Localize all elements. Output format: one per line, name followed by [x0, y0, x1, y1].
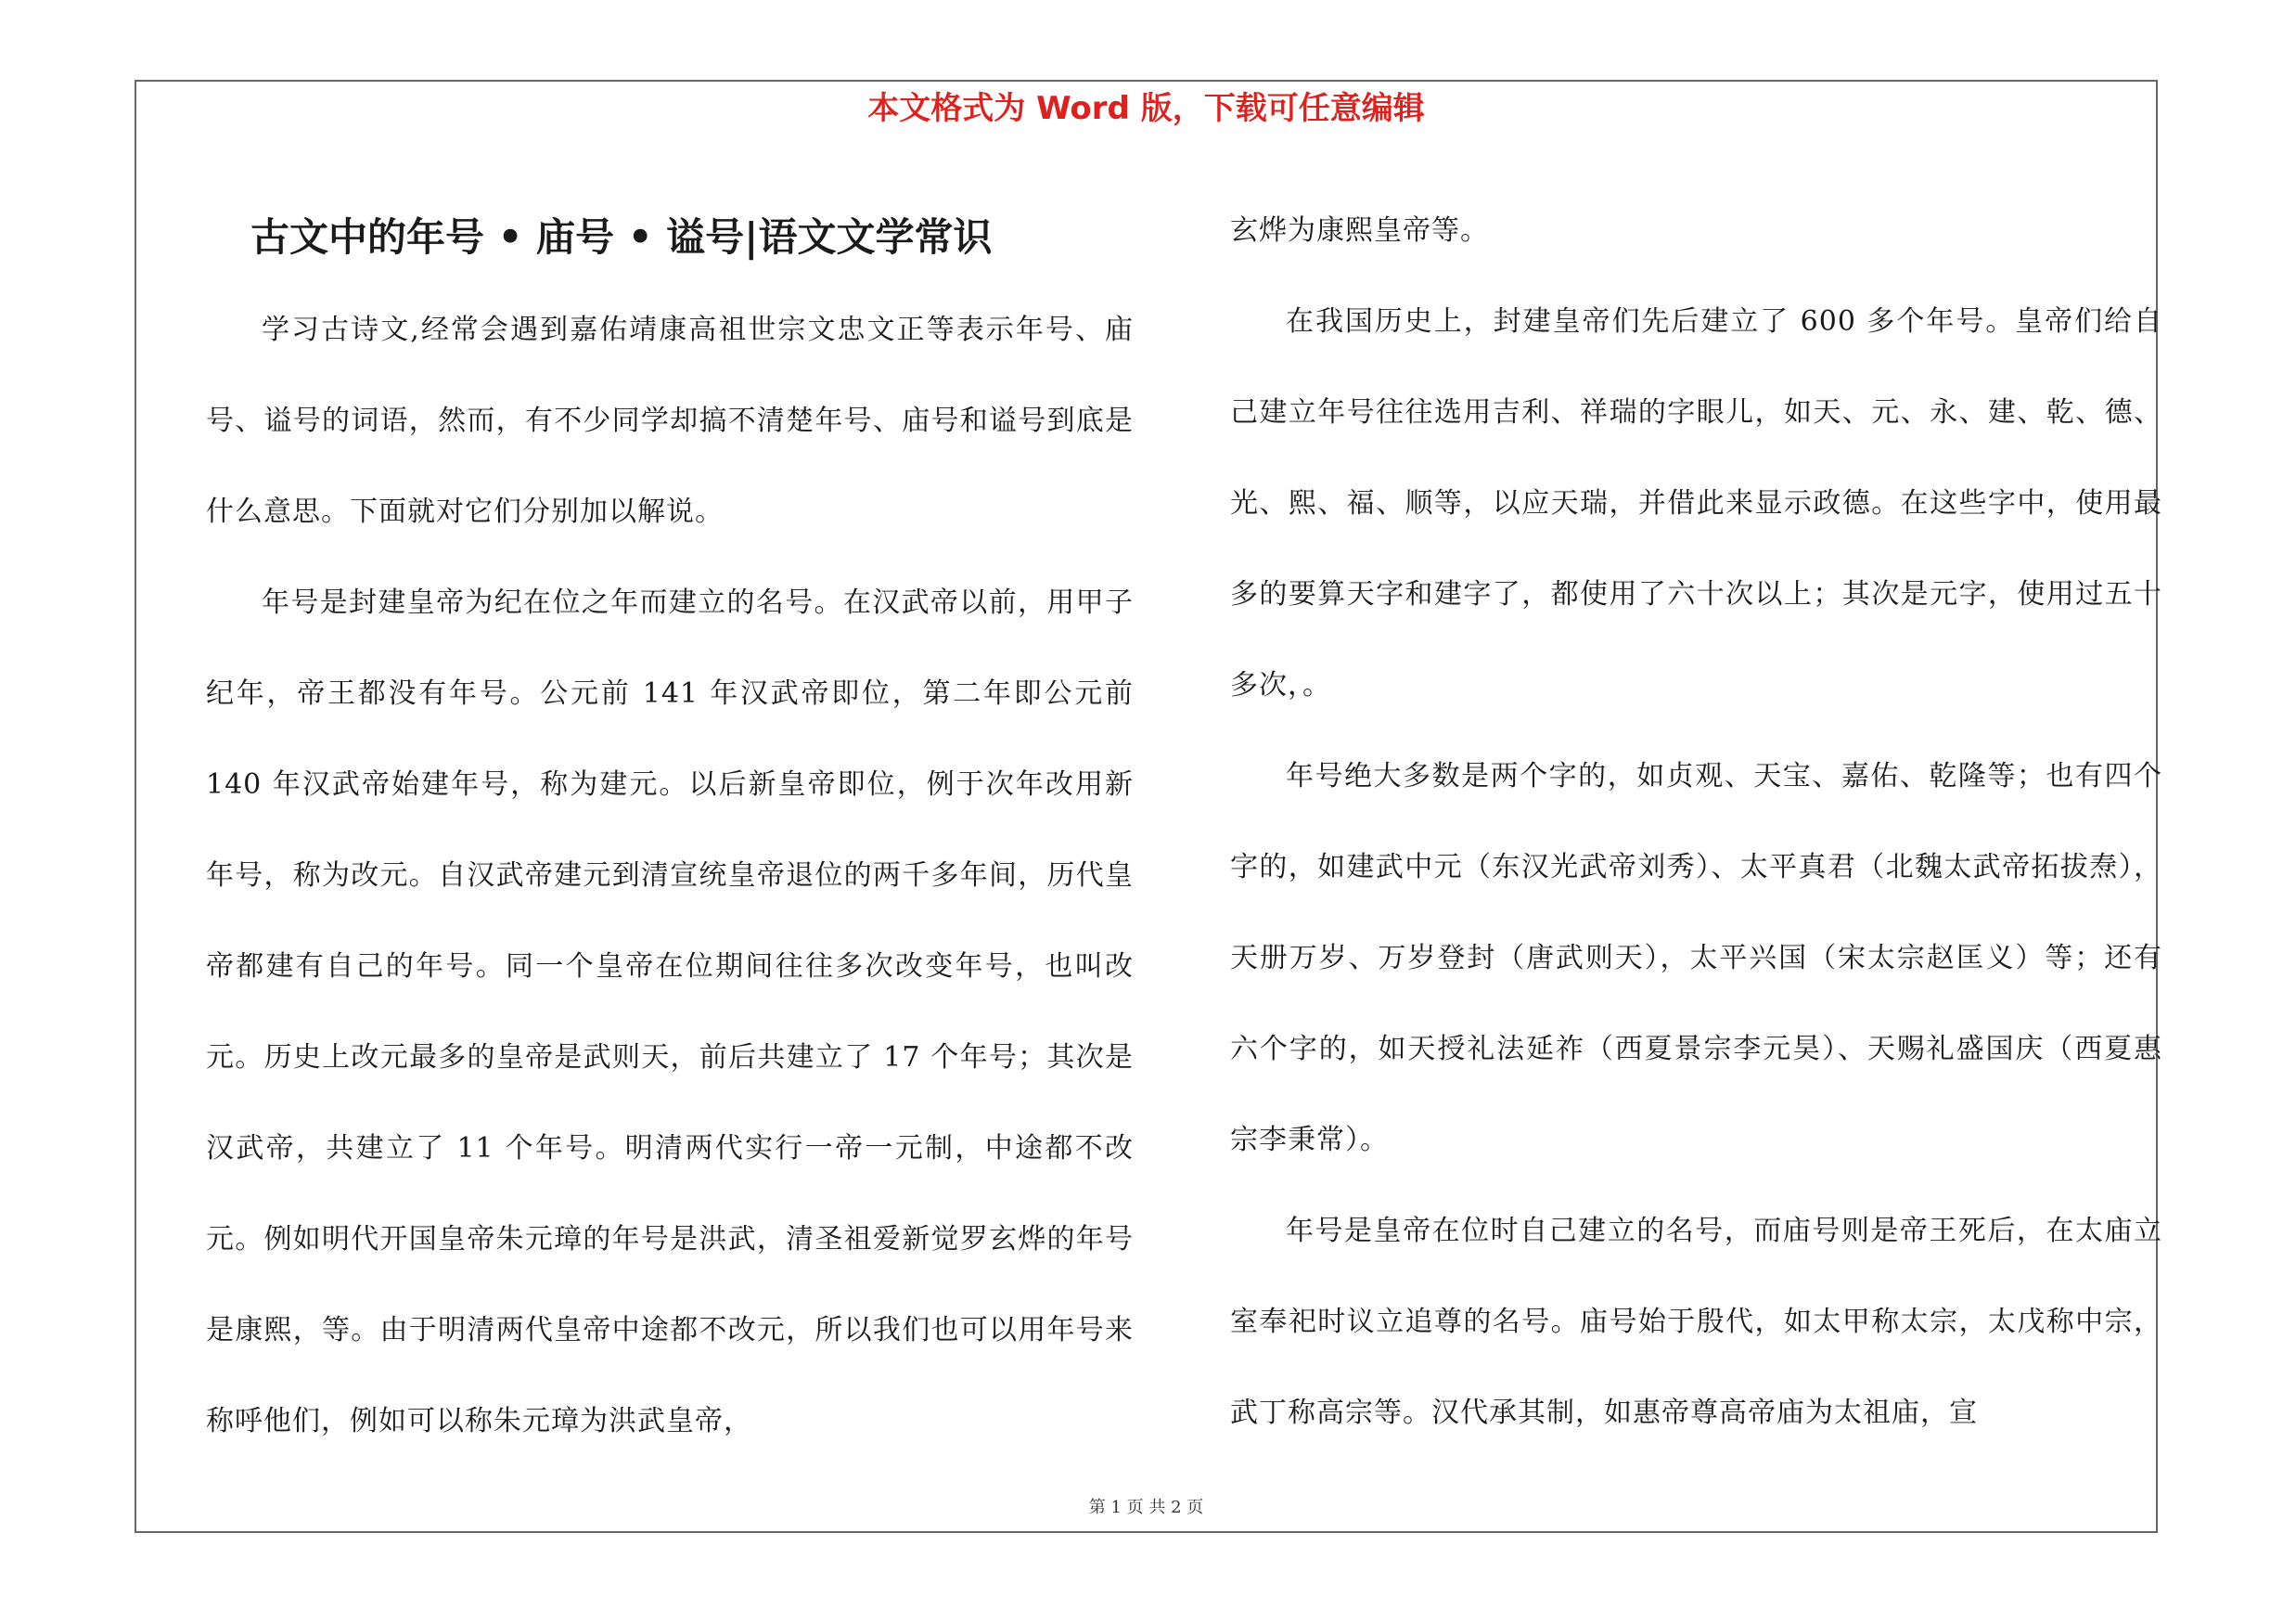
paragraph: 学习古诗文,经常会遇到嘉佑靖康高祖世宗文忠文正等表示年号、庙号、谥号的词语，然而，有不少同学却搞不清楚年号、庙号和谥号到底是什么意思。下面就对它们分别加以解说。: [206, 314, 1134, 528]
right-column: [1230, 186, 2162, 1459]
format-banner: 本文格式为 Word 版，下载可任意编辑: [867, 90, 1425, 127]
paragraph-continued: 玄烨为康熙皇帝等。: [1230, 214, 1489, 247]
document-title: 古文中的年号 • 庙号 • 谥号|语文文学常识: [250, 214, 993, 260]
paragraph: 年号是皇帝在位时自己建立的名号，而庙号则是帝王死后，在太庙立室奉祀时议立追尊的名号。庙号始于殷代，如太甲称太宗，太戊称中宗，武丁称高宗等。汉代承其制，如惠帝尊高帝庙为太祖庙，宣: [1230, 1215, 2162, 1429]
left-column: [206, 190, 1134, 1467]
paragraph: 在我国历史上，封建皇帝们先后建立了 600 多个年号。皇帝们给自己建立年号往往选用吉利、祥瑞的字眼儿，如天、元、永、建、乾、德、光、熙、福、顺等，以应天瑞，并借此来显示政德。在这些字中，使用最多的要算天字和建字了，都使用了六十次以上；其次是元字，使用过五十多次，。: [1230, 305, 2162, 702]
page-number: 第 1 页 共 2 页: [1088, 1498, 1204, 1517]
paragraph: 年号绝大多数是两个字的，如贞观、天宝、嘉佑、乾隆等；也有四个字的，如建武中元（东汉光武帝刘秀）、太平真君（北魏太武帝拓拔焘），天册万岁、万岁登封（唐武则天），太平兴国（宋太宗赵匡义）等；还有六个字的，如天授礼法延祚（西夏景宗李元昊）、天赐礼盛国庆（西夏惠宗李秉常）。: [1230, 760, 2162, 1156]
paragraph: 年号是封建皇帝为纪在位之年而建立的名号。在汉武帝以前，用甲子纪年，帝王都没有年号。公元前 141 年汉武帝即位，第二年即公元前 140 年汉武帝始建年号，称为建元。以后新皇帝即位，例于次年改用新年号，称为改元。自汉武帝建元到清宣统皇帝退位的两千多年间，历代皇帝都建有自己的年号。同一个皇帝在位期间往往多次改变年号，也叫改元。历史上改元最多的皇帝是武则天，前后共建立了 17 个年号；其次是汉武帝，共建立了 11 个年号。明清两代实行一帝一元制，中途都不改元。例如明代开国皇帝朱元璋的年号是洪武，清圣祖爱新觉罗玄烨的年号是康熙，等。由于明清两代皇帝中途都不改元，所以我们也可以用年号来称呼他们，例如可以称朱元璋为洪武皇帝，: [206, 586, 1134, 1437]
